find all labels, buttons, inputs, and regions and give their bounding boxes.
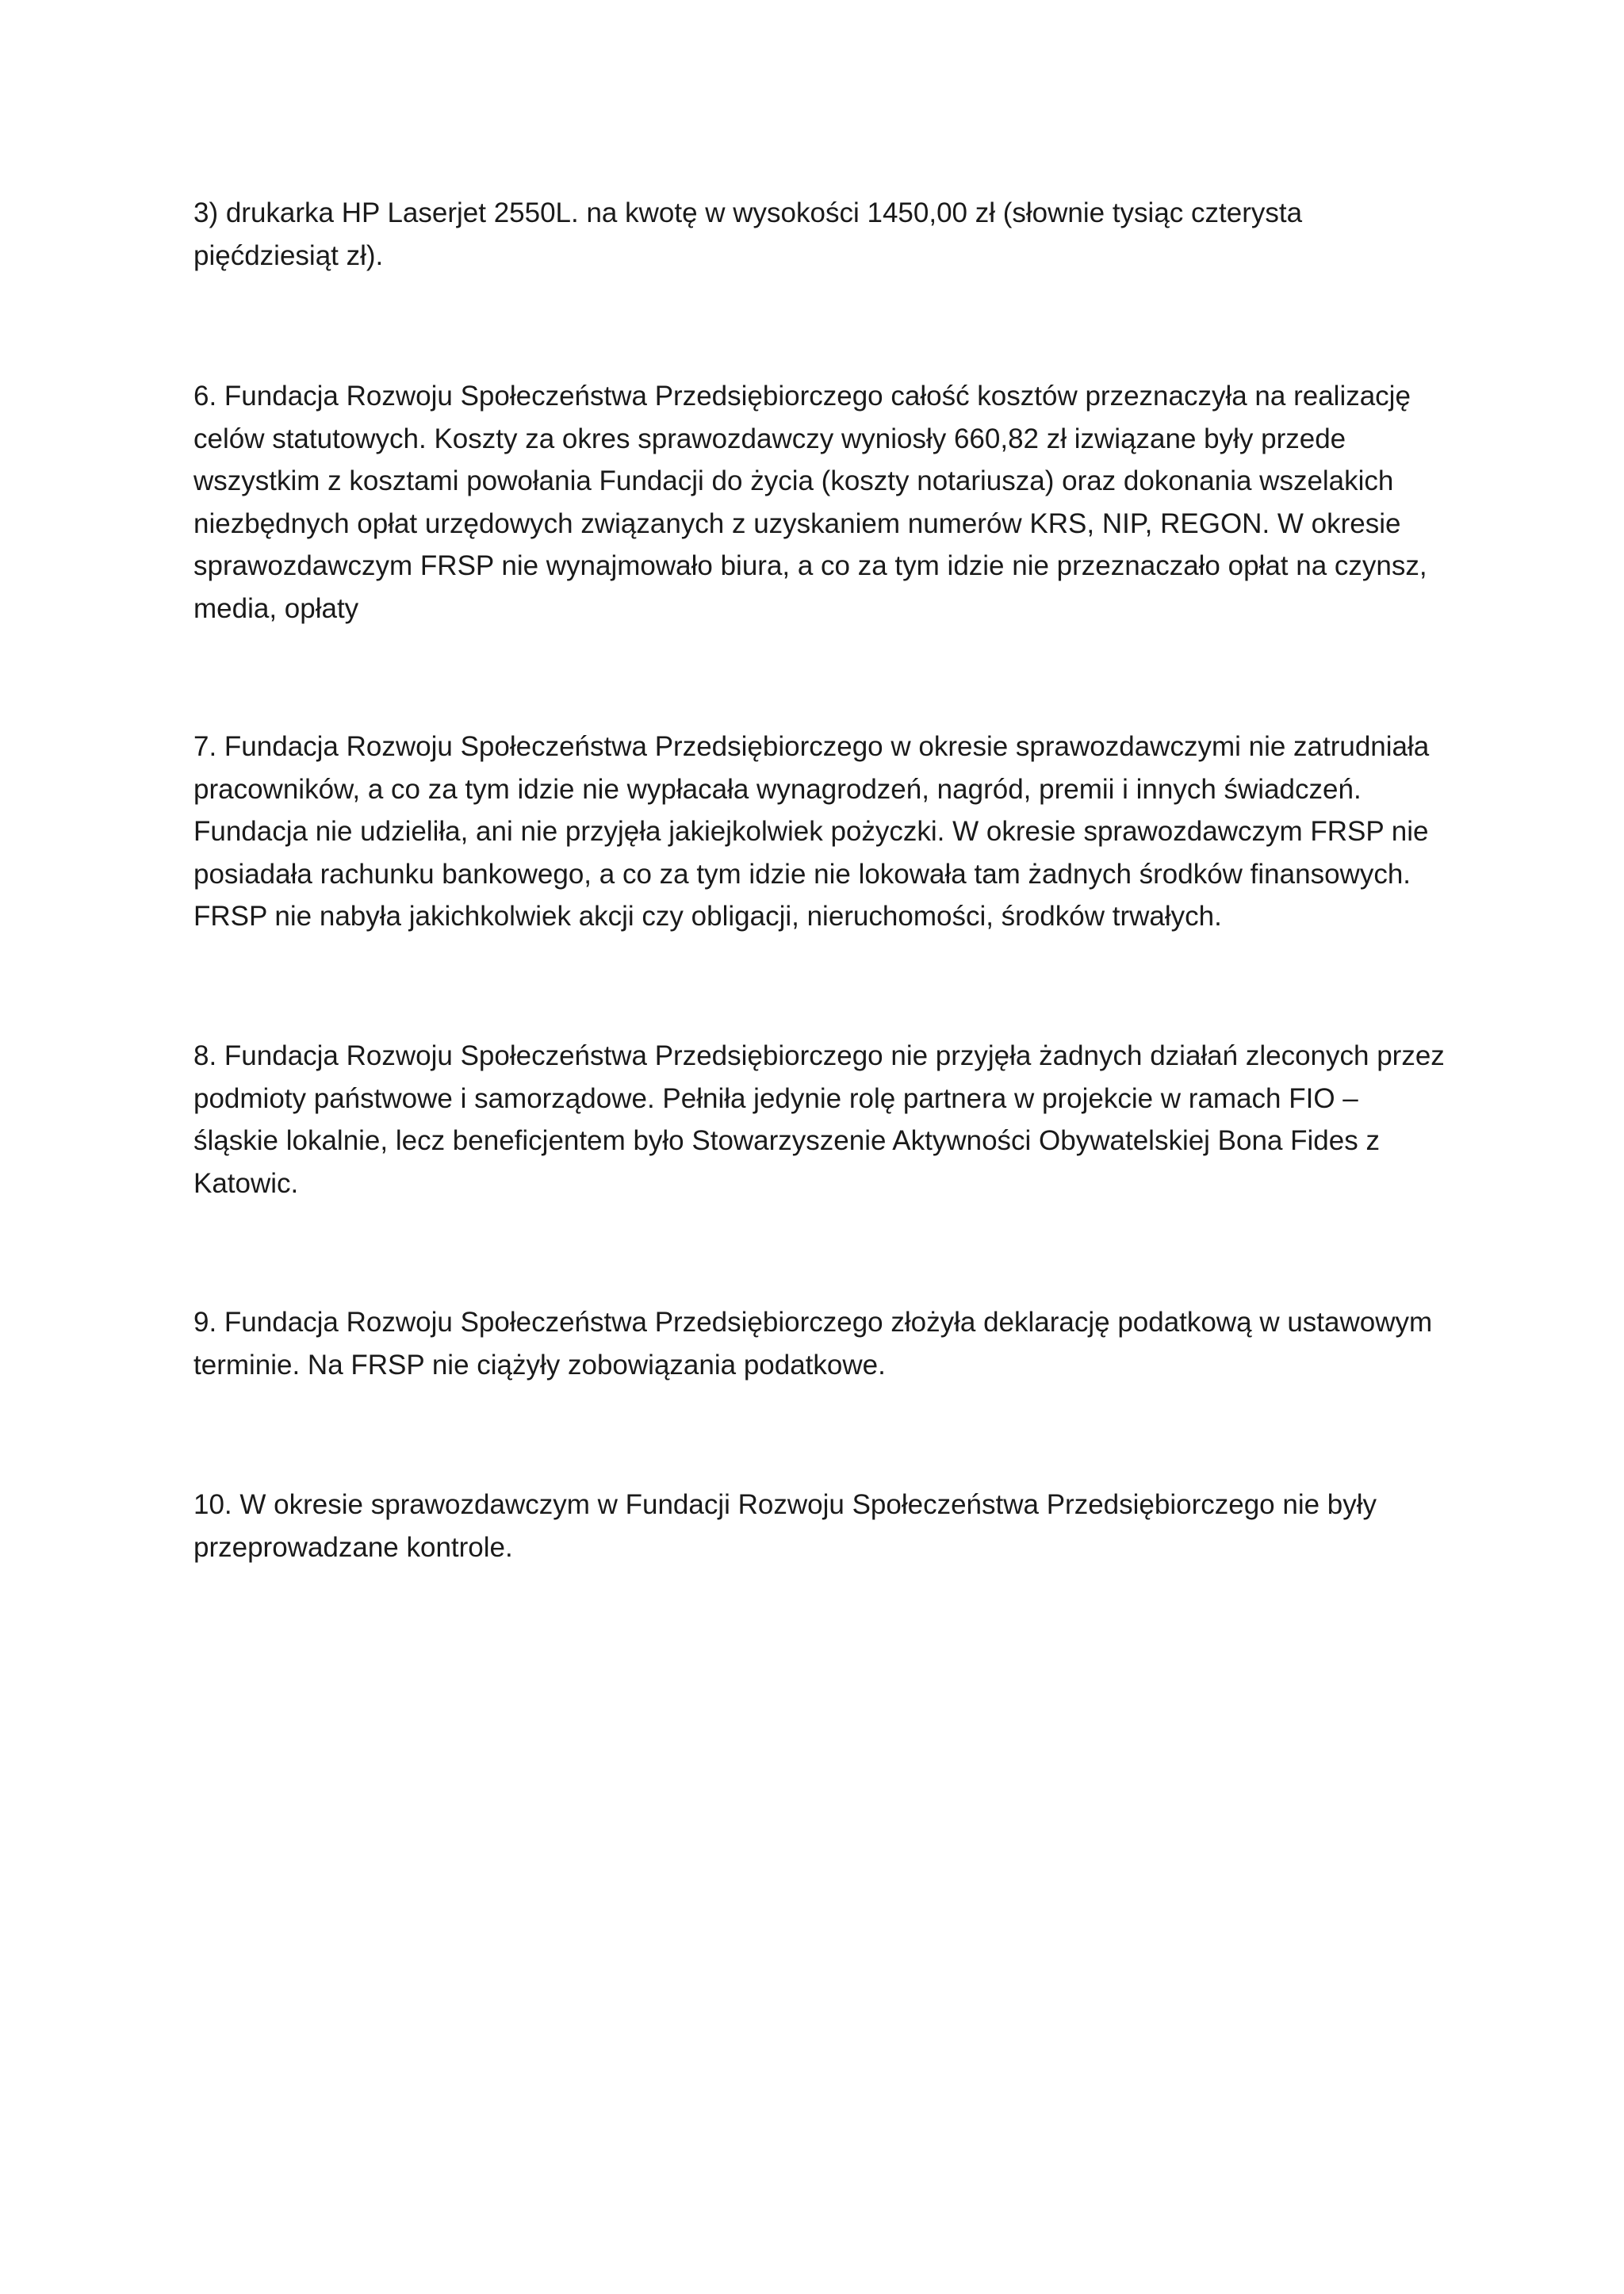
text-line: 7. Fundacja Rozwoju Społeczeństwa Przedsiębiorczego w okresie sprawozdawczymi nie zatrudniała: [193, 731, 1430, 762]
text-line: 3) drukarka HP Laserjet 2550L. na kwotę w wysokości 1450,00 zł (słownie tysiąc czterysta: [193, 197, 1303, 228]
text-line: 9. Fundacja Rozwoju Społeczeństwa Przedsiębiorczego złożyła deklarację podatkową w ustawowym: [193, 1307, 1433, 1338]
paragraph-item-6: [193, 375, 1431, 630]
text-line: wszystkim z kosztami powołania Fundacji do życia (koszty notariusza) oraz dokonania wszelakich: [193, 465, 1394, 496]
text-line: Katowic.: [193, 1167, 299, 1199]
text-line: śląskie lokalnie, lecz beneficjentem było Stowarzyszenie Aktywności Obywatelskiej Bona Fides z: [193, 1125, 1380, 1156]
text-line: posiadała rachunku bankowego, a co za tym idzie nie lokowała tam żadnych środków finansowych.: [193, 858, 1411, 890]
text-line: 6. Fundacja Rozwoju Społeczeństwa Przedsiębiorczego całość kosztów przeznaczyła na realizację: [193, 381, 1411, 412]
text-line: niezbędnych opłat urzędowych związanych z uzyskaniem numerów KRS, NIP, REGON. W okresie: [193, 507, 1401, 539]
text-line: pracowników, a co za tym idzie nie wypłacała wynagrodzeń, nagród, premii i innych świadczeń.: [193, 773, 1362, 805]
text-line: sprawozdawczym FRSP nie wynajmowało biura, a co za tym idzie nie przeznaczało opłat na czynsz,: [193, 550, 1427, 581]
paragraph-item-10: [193, 1484, 1431, 1568]
paragraph-item-7: [193, 726, 1431, 938]
paragraph-item-8: [193, 1035, 1445, 1204]
text-line: celów statutowych. Koszty za okres sprawozdawczy wyniosły 660,82 zł izwiązane były przede: [193, 423, 1346, 454]
text-line: podmioty państwowe i samorządowe. Pełniła jedynie rolę partnera w projekcie w ramach FIO –: [193, 1082, 1358, 1114]
text-line: terminie. Na FRSP nie ciążyły zobowiązania podatkowe.: [193, 1349, 886, 1381]
paragraph-item-3: [193, 192, 1431, 277]
text-line: 10. W okresie sprawozdawczym w Fundacji Rozwoju Społeczeństwa Przedsiębiorczego nie były: [193, 1489, 1377, 1520]
text-line: 8. Fundacja Rozwoju Społeczeństwa Przedsiębiorczego nie przyjęła żadnych działań zleconych przez: [193, 1040, 1445, 1071]
text-line: pięćdziesiąt zł).: [193, 239, 384, 271]
text-line: media, opłaty: [193, 592, 359, 624]
text-line: przeprowadzane kontrole.: [193, 1531, 513, 1563]
paragraph-item-9: [193, 1301, 1431, 1386]
text-line: Fundacja nie udzieliła, ani nie przyjęła jakiejkolwiek pożyczki. W okresie sprawozdawczym FRSP nie: [193, 816, 1429, 847]
text-line: FRSP nie nabyła jakichkolwiek akcji czy obligacji, nieruchomości, środków trwałych.: [193, 901, 1222, 932]
